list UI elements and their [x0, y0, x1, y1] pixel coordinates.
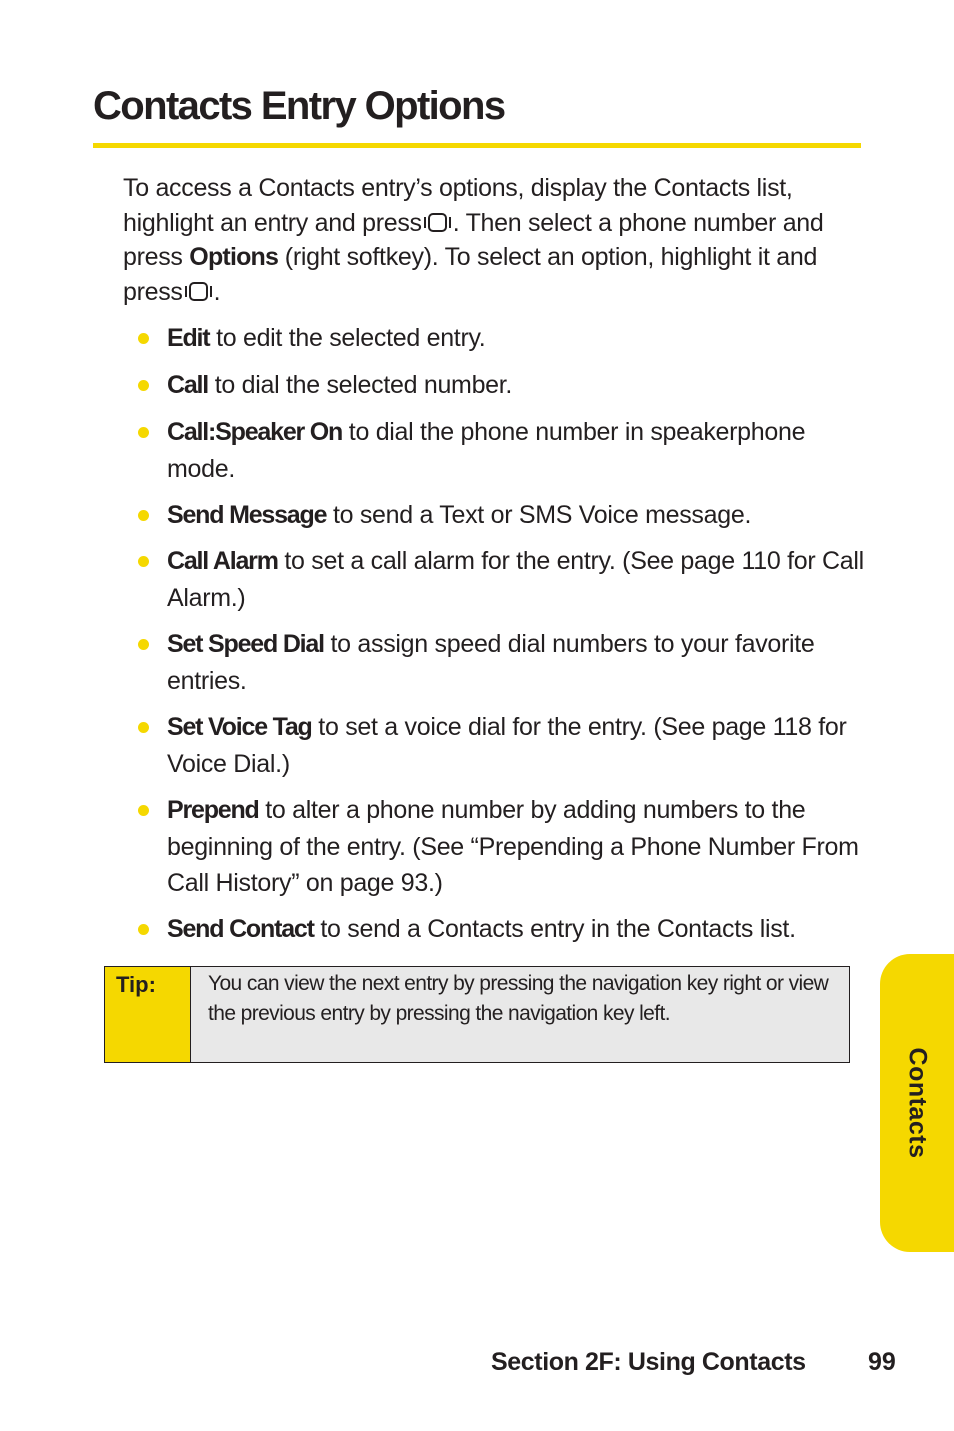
option-description: to dial the selected number. — [214, 371, 513, 399]
option-description: to set a call alarm for the entry. (See page 110 for Call Alarm.) — [167, 547, 864, 612]
option-term: Send Contact — [167, 915, 314, 943]
list-item — [130, 367, 865, 404]
list-item — [130, 626, 865, 699]
option-description: to assign speed dial numbers to your favorite entries. — [167, 630, 815, 695]
option-term: Call:Speaker On — [167, 418, 343, 446]
title-underline — [93, 143, 861, 148]
bullet-icon — [138, 556, 149, 567]
bullet-icon — [138, 427, 149, 438]
option-term: Call Alarm — [167, 547, 278, 575]
tip-text: You can view the next entry by pressing the navigation key right or view the previous entry by pressing the navigation key left. — [191, 967, 849, 1062]
option-term: Set Voice Tag — [167, 713, 312, 741]
bullet-icon — [138, 510, 149, 521]
option-term: Prepend — [167, 796, 259, 824]
bullet-icon — [138, 639, 149, 650]
intro-text-4: . — [213, 278, 221, 307]
list-item — [130, 543, 865, 616]
footer-section-title: Section 2F: Using Contacts — [491, 1348, 806, 1376]
option-description: to edit the selected entry. — [216, 324, 486, 352]
menu-ok-key-icon — [189, 282, 208, 301]
side-tab-label: Contacts — [903, 1047, 932, 1159]
footer-page-number: 99 — [868, 1348, 896, 1376]
tip-label: Tip: — [105, 967, 191, 1062]
intro-text-1: To access a Contacts entry’s options, display the Contacts list, highlight an entry and press — [123, 174, 793, 237]
section-side-tab — [880, 954, 954, 1252]
list-item — [130, 792, 865, 902]
list-item — [130, 709, 865, 782]
option-term: Set Speed Dial — [167, 630, 324, 658]
option-description: to dial the phone number in speakerphone mode. — [167, 418, 806, 483]
option-description: to set a voice dial for the entry. (See page 118 for Voice Dial.) — [167, 713, 847, 778]
options-softkey-label: Options — [189, 243, 279, 272]
list-item — [130, 497, 865, 534]
intro-text-2: . Then select a phone number and press — [123, 208, 824, 272]
tip-box — [104, 966, 850, 1063]
option-term: Send Message — [167, 501, 327, 529]
option-description: to send a Contacts entry in the Contacts list. — [320, 915, 796, 943]
bullet-icon — [138, 924, 149, 935]
option-term: Edit — [167, 324, 210, 352]
list-item — [130, 911, 865, 948]
bullet-icon — [138, 333, 149, 344]
option-term: Call — [167, 371, 209, 399]
option-description: to send a Text or SMS Voice message. — [332, 501, 752, 529]
menu-ok-key-icon — [428, 213, 447, 232]
option-description: to alter a phone number by adding numbers to the beginning of the entry. (See “Prepending a Phone Number From Call History” on page 93.) — [167, 796, 859, 897]
intro-text-3: (right softkey). To select an option, highlight it and press — [123, 243, 818, 307]
list-item — [130, 320, 865, 357]
page-title: Contacts Entry Options — [93, 84, 505, 128]
bullet-icon — [138, 805, 149, 816]
list-item — [130, 414, 865, 487]
bullet-icon — [138, 380, 149, 391]
bullet-icon — [138, 722, 149, 733]
intro-paragraph — [123, 171, 868, 310]
